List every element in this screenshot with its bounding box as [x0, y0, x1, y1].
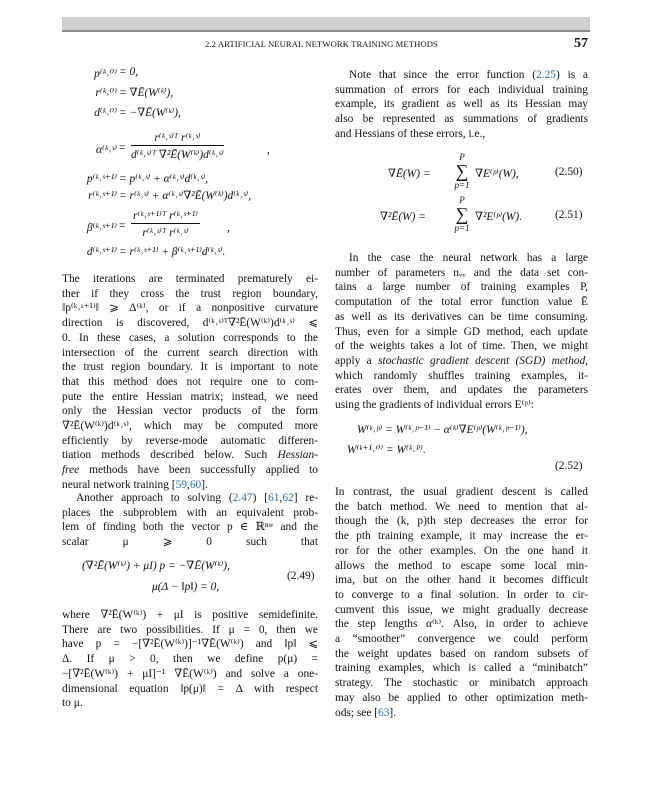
text-segment: Note that since the error function ( — [349, 69, 537, 81]
text-segment: using the gradients of individual errors E⁽ᵖ⁾: — [335, 399, 534, 412]
text-line — [62, 506, 318, 521]
citation-link[interactable]: 2.47 — [232, 492, 253, 504]
text-line — [335, 325, 588, 340]
denominator: r⁽ᵏ˒ˢ⁾ᵀ r⁽ᵏ˒ˢ⁾ — [142, 227, 189, 239]
text-segment: example, its gradient as well as its Hessian may — [335, 98, 588, 111]
text-line — [335, 514, 588, 529]
text-segment: the batch method. We need to mention that al- — [335, 500, 588, 513]
equation-number: (2.50) — [555, 166, 583, 178]
text-line — [335, 251, 588, 266]
text-segment: though the (k, p)th step decreases the error for — [335, 515, 588, 528]
text-line — [335, 339, 588, 354]
text-line — [335, 647, 588, 662]
text-line — [335, 588, 588, 603]
equation-lhs: r⁽ᵏ˒⁰⁾ — [95, 87, 117, 99]
fraction — [131, 208, 200, 239]
citation-link[interactable]: 61 — [268, 492, 280, 504]
header-bar — [62, 17, 590, 32]
text-segment: which randomly shuffles training examples, it- — [335, 369, 588, 382]
text-segment: direction is discovered, d⁽ᵏ˒ˢ⁾ᵀ∇²Ē(W⁽ᵏ⁾)d⁽ᵏ˒ˢ⁾ ⩽ — [62, 317, 318, 330]
text-segment: strategy. The stochastic or minibatch approach — [335, 677, 588, 690]
equation-number: (2.51) — [555, 209, 583, 221]
equation-lhs: ∇Ē(W) = — [388, 168, 431, 180]
text-segment: Δ. If μ > 0, then we define p(μ) = — [62, 653, 318, 666]
text-line — [335, 544, 588, 559]
sum-lower: p=1 — [454, 180, 470, 190]
text-segment: lem of finding both the vector p ∈ ℝⁿʷ and the — [62, 521, 318, 534]
text-line — [62, 360, 318, 375]
text-segment: to converge to a final solution. In order to cir- — [335, 588, 588, 601]
punctuation: , — [267, 144, 270, 156]
text-segment: training examples, which is called a “minibatch” — [335, 662, 588, 675]
text-line — [335, 280, 588, 295]
text-segment: In contrast, the usual gradient descent is called — [335, 486, 588, 498]
equation-rhs: ∇²E⁽ᵖ⁾(W). — [475, 211, 523, 223]
text-line — [335, 617, 588, 632]
equation-line: W⁽ᵏ˒ᵖ⁾ = W⁽ᵏ˒ᵖ⁻¹⁾ − α⁽ᵏ⁾∇E⁽ᵖ⁾(W⁽ᵏ˒ᵖ⁻¹⁾), — [357, 424, 528, 436]
text-line — [335, 573, 588, 588]
text-segment: that this method does not require one to com- — [62, 375, 318, 388]
equation-2-49 — [62, 558, 318, 598]
equals-sign: = — [119, 220, 126, 232]
equation-2-52 — [335, 422, 588, 477]
text-line — [335, 68, 588, 83]
left-paragraph-3 — [62, 608, 318, 711]
text-line — [62, 272, 318, 287]
text-segment: free — [62, 464, 80, 477]
text-segment: cumvent this issue, we might gradually decrease — [335, 603, 588, 616]
text-line — [62, 419, 318, 434]
text-segment: pute the entire Hessian matrix; instead, we need — [62, 390, 318, 403]
numerator: r⁽ᵏ˒ˢ⁺¹⁾ᵀ r⁽ᵏ˒ˢ⁺¹⁾ — [133, 210, 198, 222]
text-line — [62, 404, 318, 419]
text-segment: dimensional equation ‖p(μ)‖ = Δ with respect — [62, 682, 318, 695]
sum-lower: p=1 — [454, 223, 470, 233]
text-segment: a “smoother” convergence we could perform — [335, 633, 588, 646]
equation-rhs: = p⁽ᵏ˒ˢ⁾ + α⁽ᵏ˒ˢ⁾d⁽ᵏ˒ˢ⁾, — [119, 173, 209, 185]
text-segment: computation of the total error function value Ē — [335, 296, 588, 309]
text-segment: may also be applied to other optimization meth- — [335, 691, 588, 704]
text-segment: the step lengths α⁽ᵏ⁾. Also, in order to achieve — [335, 618, 588, 631]
text-line — [335, 603, 588, 618]
sigma: ∑ — [455, 204, 469, 224]
text-segment: Thus, even for a simple GD method, each update — [335, 325, 588, 338]
text-segment: 0. In these cases, a solution corresponds to the — [62, 331, 318, 344]
text-line — [62, 301, 318, 316]
text-segment: stochastic gradient descent (SGD) method — [378, 354, 586, 367]
text-segment: ther if they cross the trust region boundary, — [62, 287, 318, 300]
equals-sign: = — [119, 142, 126, 154]
citation-link[interactable]: 60 — [189, 478, 202, 491]
sum-upper: P — [459, 152, 465, 162]
text-line — [335, 529, 588, 544]
text-segment: tiation methods described below. Such — [62, 449, 278, 462]
cg-equations — [62, 66, 318, 266]
text-segment: scalar μ ⩾ 0 such that — [62, 536, 318, 549]
citation-link[interactable]: 62 — [282, 492, 294, 504]
text-line — [335, 310, 588, 325]
citation-link[interactable]: 63 — [378, 706, 390, 719]
text-line — [335, 632, 588, 647]
equation-lhs: β⁽ᵏ˒ˢ⁺¹⁾ — [86, 222, 117, 234]
text-segment: methods have been successfully applied to — [79, 464, 318, 477]
text-line — [335, 97, 588, 112]
text-segment: ]. — [389, 706, 397, 719]
text-segment: ) [ — [252, 492, 269, 504]
text-line — [62, 696, 318, 711]
text-line — [62, 463, 318, 478]
equation-2-50 — [335, 152, 588, 192]
citation-link[interactable]: 59 — [175, 478, 187, 491]
equation-lhs: α⁽ᵏ˒ˢ⁾ — [96, 144, 117, 156]
text-segment: ] re- — [293, 492, 319, 504]
text-line — [335, 266, 588, 281]
text-segment: as well as its derivatives can be time consuming. — [335, 310, 588, 323]
citation-link[interactable]: 2.25 — [536, 69, 556, 81]
text-segment: have p = −[∇²Ē(W⁽ᵏ⁾)]⁻¹∇Ē(W⁽ᵏ⁾) and ‖p‖ ⩽ — [62, 638, 318, 651]
text-segment: , — [279, 492, 283, 504]
text-line — [335, 127, 588, 142]
text-segment: the trust region boundary. It is important to note — [62, 361, 318, 374]
text-segment: erates over them, and updates the parameters — [335, 384, 588, 397]
equation-lhs: d⁽ᵏ˒ˢ⁺¹⁾ — [86, 246, 117, 258]
right-paragraph-1 — [335, 68, 588, 142]
equation-rhs: = r⁽ᵏ˒ˢ⁺¹⁾ + β⁽ᵏ˒ˢ⁺¹⁾d⁽ᵏ˒ˢ⁾. — [119, 246, 226, 258]
text-segment: ‖p⁽ᵏ˒ˢ⁺¹⁾‖ ⩾ Δ⁽ᵏ⁾, or if a nonpositive curvature — [62, 302, 318, 315]
text-line — [335, 691, 588, 706]
text-segment: also be represented as summations of gradients — [335, 113, 588, 126]
equation-lhs: ∇²Ē(W) = — [380, 211, 426, 223]
text-line — [62, 652, 318, 667]
text-segment: Another approach to solving ( — [76, 492, 233, 504]
equation-2-51 — [335, 195, 588, 235]
equation-lhs: d⁽ᵏ˒⁰⁾ — [94, 107, 117, 119]
text-line — [62, 667, 318, 682]
text-line — [335, 398, 588, 413]
right-paragraph-3 — [335, 485, 588, 720]
text-line — [62, 346, 318, 361]
sum-upper: P — [459, 195, 465, 205]
text-line — [62, 375, 318, 390]
text-line — [335, 83, 588, 98]
text-line — [62, 316, 318, 331]
text-segment: tains a large number of training examples P, — [335, 281, 588, 294]
text-line — [335, 661, 588, 676]
text-line — [335, 706, 588, 721]
text-line — [62, 637, 318, 652]
text-segment: of the weights takes a lot of time. Then, we might — [335, 340, 588, 353]
equation-rhs: = −∇Ē(W⁽ᵏ⁾), — [119, 107, 181, 119]
sigma: ∑ — [455, 161, 469, 181]
text-segment: , — [585, 354, 589, 367]
page-number: 57 — [574, 36, 588, 51]
equation-rhs: = 0, — [119, 66, 139, 78]
text-segment: ]. — [201, 478, 208, 491]
text-segment: , — [186, 478, 190, 491]
text-segment: ima, but on the other hand it becomes difficult — [335, 574, 588, 587]
text-segment: summation of errors for each individual training — [335, 83, 588, 96]
equation-lhs: p⁽ᵏ˒ˢ⁺¹⁾ — [86, 173, 117, 185]
numerator: r⁽ᵏ˒ˢ⁾ᵀ r⁽ᵏ˒ˢ⁾ — [131, 130, 224, 146]
text-line — [62, 682, 318, 697]
equation-rhs: = r⁽ᵏ˒ˢ⁾ + α⁽ᵏ˒ˢ⁾∇²Ē(W⁽ᵏ⁾)d⁽ᵏ˒ˢ⁾, — [119, 190, 252, 202]
text-line — [335, 559, 588, 574]
text-segment: the weight updates based on random subsets of — [335, 647, 588, 660]
text-line — [335, 676, 588, 691]
equation-line: μ(Δ − ‖p‖) = 0, — [152, 581, 220, 593]
text-line — [62, 520, 318, 535]
text-segment: the pth training example, it may increase the er- — [335, 530, 588, 543]
text-segment: Hessian- — [277, 449, 318, 462]
text-line — [62, 608, 318, 623]
text-segment: −[∇²Ē(W⁽ᵏ⁾) + μI]⁻¹ ∇Ē(W⁽ᵏ⁾) and solve a one- — [62, 667, 318, 680]
fraction — [131, 130, 224, 161]
equation-rhs: ∇E⁽ᵖ⁾(W), — [475, 168, 519, 180]
text-segment: ∇²Ē(W⁽ᵏ⁾)d⁽ᵏ˒ˢ⁾, which may be computed more — [62, 420, 318, 433]
text-segment: apply a — [335, 354, 379, 367]
text-segment: neural network training [ — [62, 478, 176, 491]
equation-number: (2.52) — [555, 460, 583, 472]
denominator: d⁽ᵏ˒ˢ⁾ᵀ ∇²Ē(W⁽ᵏ⁾)d⁽ᵏ˒ˢ⁾ — [131, 149, 224, 161]
text-line — [62, 623, 318, 638]
text-segment: number of parameters nᵥᵥ and the data set con- — [335, 266, 588, 279]
equation-line: W⁽ᵏ⁺¹˒⁰⁾ = W⁽ᵏ˒ᴾ⁾. — [347, 444, 426, 456]
text-line — [335, 383, 588, 398]
text-line — [62, 390, 318, 405]
text-line — [62, 535, 318, 550]
left-paragraph-1 — [62, 272, 318, 493]
text-segment: ) is a — [556, 69, 588, 81]
right-paragraph-2 — [335, 251, 588, 413]
text-segment: There are two possibilities. If μ = 0, then we — [62, 623, 318, 636]
text-segment: ror for the other examples. On the one hand it — [335, 544, 588, 557]
text-line — [335, 485, 588, 500]
text-segment: In the case the neural network has a large — [349, 252, 588, 264]
equation-lhs: p⁽ᵏ˒⁰⁾ — [94, 68, 117, 80]
text-line — [62, 331, 318, 346]
running-head: 2.2 ARTIFICIAL NEURAL NETWORK TRAINING METHODS — [205, 39, 438, 49]
text-line — [62, 448, 318, 463]
equation-line: (∇²Ē(W⁽ᵏ⁾) + μI) p = −∇Ē(W⁽ᵏ⁾), — [82, 560, 230, 572]
text-line — [335, 354, 588, 369]
sum-symbol — [452, 195, 472, 233]
text-line — [62, 287, 318, 302]
left-paragraph-2 — [62, 491, 318, 550]
text-segment: allows the method to escape some local min- — [335, 559, 588, 572]
punctuation: , — [227, 222, 230, 234]
text-line — [335, 295, 588, 310]
equation-rhs: = ∇Ē(W⁽ᵏ⁾), — [119, 87, 174, 99]
text-line — [335, 500, 588, 515]
text-segment: only the Hessian vector products of the form — [62, 405, 318, 418]
text-segment: efficiently by reverse-mode automatic differen- — [62, 434, 318, 447]
equation-number: (2.49) — [287, 570, 315, 582]
text-segment: places the subproblem with an equivalent prob- — [62, 506, 318, 519]
text-line — [335, 369, 588, 384]
text-line — [62, 434, 318, 449]
text-segment: and Hessians of these errors, i.e., — [335, 127, 486, 140]
text-segment: ods; see [ — [335, 706, 379, 719]
text-segment: The iterations are terminated prematurely ei- — [62, 273, 318, 285]
text-line — [62, 491, 318, 506]
sum-symbol — [452, 152, 472, 190]
text-segment: to μ. — [62, 697, 83, 710]
text-segment: intersection of the current search direction with — [62, 346, 318, 359]
text-segment: where ∇²Ē(W⁽ᵏ⁾) + μI is positive semidefinite. — [62, 609, 318, 621]
text-line — [335, 112, 588, 127]
equation-lhs: r⁽ᵏ˒ˢ⁺¹⁾ — [88, 190, 117, 202]
